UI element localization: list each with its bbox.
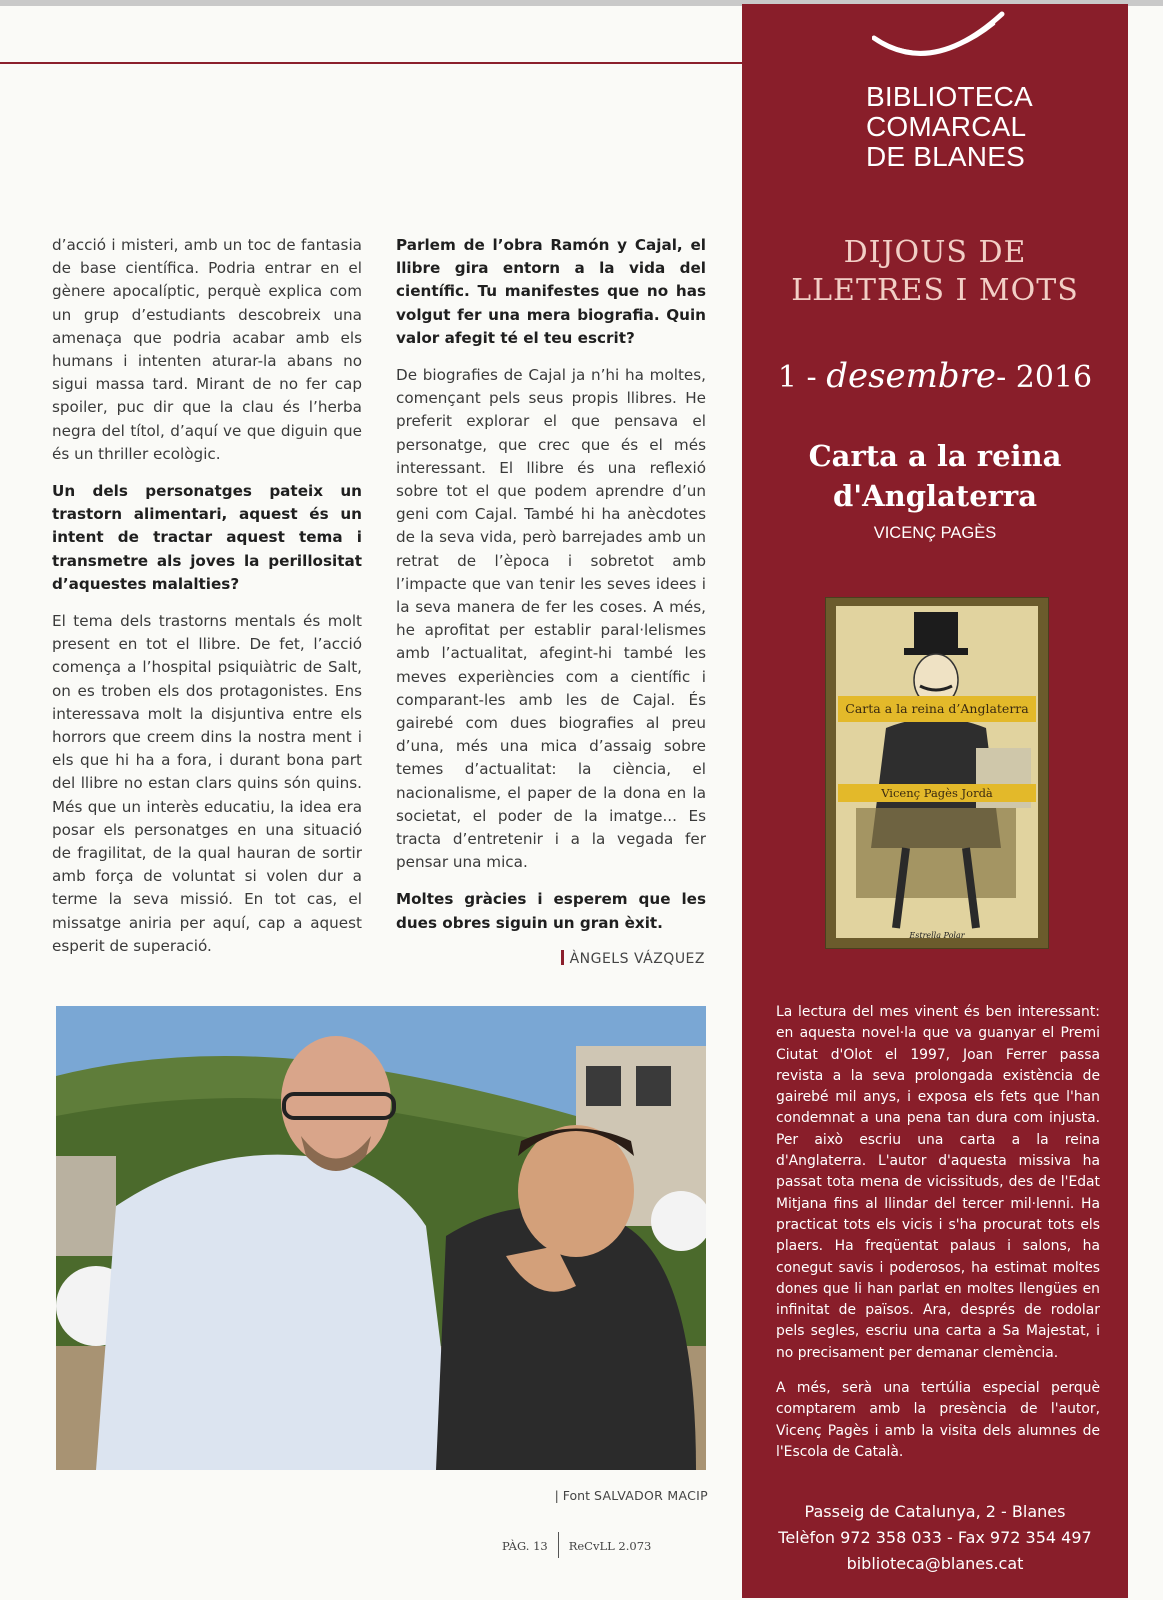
header-rule	[0, 62, 742, 64]
contact-phone: Telèfon 972 358 033 - Fax 972 354 497	[778, 1528, 1092, 1547]
date-day: 1 -	[777, 360, 817, 395]
photo-credit-prefix: Font	[562, 1488, 590, 1503]
page-footer	[502, 1532, 651, 1558]
byline-name: ÀNGELS VÁZQUEZ	[569, 951, 705, 967]
description-paragraph: A més, serà una tertúlia especial perquè comptarem amb la presència de l'autor, Vicenç Pagès i amb la visita dels alumnes de l'Escola de Català.	[776, 1380, 1100, 1460]
book-description	[776, 1002, 1100, 1477]
event-title-line: LLETRES I MOTS	[791, 273, 1079, 308]
date-year: - 2016	[996, 360, 1093, 395]
article-column-1	[52, 234, 362, 972]
page-number: PÀG. 13	[502, 1539, 548, 1553]
library-name-line: BIBLIOTECA	[866, 81, 1033, 112]
event-title	[742, 234, 1128, 310]
cover-publisher: Estrella Polar	[909, 931, 965, 940]
cover-author: Vicenç Pagès Jordà	[838, 784, 1036, 802]
library-logo-icon	[872, 8, 1012, 68]
question-paragraph: Un dels personatges pateix un trastorn alimentari, aquest és un intent de tractar aquest tema i transmetre als joves la perillositat d’aquestes malalties?	[52, 482, 362, 593]
closing-question: Moltes gràcies i esperem que les dues obres siguin un gran èxit.	[396, 890, 706, 932]
question-paragraph: Parlem de l’obra Ramón y Cajal, el llibre gira entorn a la vida del científic. Tu manifestes que no has volgut fer una mera biografia. Quin valor afegit té el teu escrit?	[396, 236, 706, 347]
answer-paragraph: d’acció i misteri, amb un toc de fantasia de base científica. Podria entrar en el gènere apocalíptic, perquè explica com un grup d’estudiants descobreix una amenaça que podria acabar amb els humans i intenten aturar-la abans no sigui massa tard. Mirant de no fer cap spoiler, puc dir que la clau és l’herba negra del títol, d’aquí ve que diguin que és un thriller ecològic.	[52, 236, 362, 463]
library-contact	[742, 1499, 1128, 1577]
footer-separator	[558, 1532, 559, 1558]
book-title-line: Carta a la reina	[808, 439, 1062, 473]
date-month: desembre	[826, 356, 997, 396]
book-cover	[826, 598, 1048, 948]
library-name	[866, 82, 1033, 172]
library-name-line: DE BLANES	[866, 141, 1025, 172]
author-byline	[561, 950, 705, 967]
photo-illustration	[56, 1006, 706, 1470]
contact-email: biblioteca@blanes.cat	[846, 1554, 1024, 1573]
event-date	[742, 356, 1128, 396]
cover-illustration	[826, 598, 1048, 948]
contact-address: Passeig de Catalunya, 2 - Blanes	[804, 1502, 1066, 1521]
photo-credit: | Font SALVADOR MACIP	[554, 1488, 708, 1503]
answer-paragraph: El tema dels trastorns mentals és molt present en tot el llibre. De fet, l’acció comença a l’hospital psiquiàtric de Salt, on es troben els dos protagonistes. Ens interessava molt la disjuntiva entre els horrors que creem dins la nostra ment i els que hi ha a fora, i durant bona part del llibre no estan clars quins són quins. Més que un interès educatiu, la idea era posar els personatges en una situació de fragilitat, de la qual hauran de sortir amb força de voluntat si volen dur a terme la seva missió. En tot cas, el missatge aniria per aquí, cap a aquest esperit de superació.	[52, 612, 362, 955]
article-column-2	[396, 234, 706, 949]
interview-photo	[56, 1006, 706, 1470]
library-name-line: COMARCAL	[866, 111, 1027, 142]
description-paragraph: La lectura del mes vinent és ben interessant: en aquesta novel·la que va guanyar el Premi Ciutat d'Olot el 1997, Joan Ferrer passa revista a la seva prolongada existència de gairebé mil anys, i exposa els fets que l'han condemnat a una pena tan dura com injusta. Per això escriu una carta a la reina d'Anglaterra. L'autor d'aquesta missiva ha passat tota mena de vicissituds, des de l'Edat Mitjana fins al llindar del tercer mil·lenni. Ha practicat tots els vicis i s'ha procurat tots els plaers. Ha freqüentat palaus i salons, ha conegut savis i poderosos, ha estimat moltes dones que li han parlat en moltes llengües en infinitat de països. Ara, després de rodolar pels segles, escriu una carta a Sa Majestat, i no precisament per demanar clemència.	[776, 1004, 1100, 1361]
book-title	[742, 436, 1128, 516]
answer-paragraph: De biografies de Cajal ja n’hi ha moltes, començant pels seus propis llibres. He preferit explorar el que pensava el personatge, que crec que és el més interessant. El llibre és una reflexió sobre tot el que podem aprendre d’un geni com Cajal. També hi ha anècdotes de la seva vida, però barrejades amb un retrat de l’època i sobretot amb l’impacte que van tenir les seves idees i la seva manera de fer les coses. A més, he aprofitat per establir paral·lelismes amb l’actualitat, afegint-hi també les meves experiències com a científic i comparant-les amb les de Cajal. És gairebé com dues biografies al preu d’una, més una mica d’assaig sobre temes d’actualitat: la ciència, el nacionalisme, el paper de la dona en la societat, el poder de la imatge... Es tracta d’entretenir i a la vegada fer pensar una mica.	[396, 366, 706, 872]
book-author: VICENÇ PAGÈS	[873, 524, 997, 542]
book-title-line: d'Anglaterra	[832, 479, 1038, 513]
library-sidebar	[742, 4, 1128, 1598]
event-title-line: DIJOUS DE	[843, 235, 1027, 270]
byline-bar	[561, 950, 564, 965]
magazine-issue: ReCvLL 2.073	[568, 1539, 652, 1553]
photo-credit-name: SALVADOR MACIP	[593, 1488, 708, 1503]
cover-title: Carta a la reina d’Anglaterra	[838, 696, 1036, 722]
